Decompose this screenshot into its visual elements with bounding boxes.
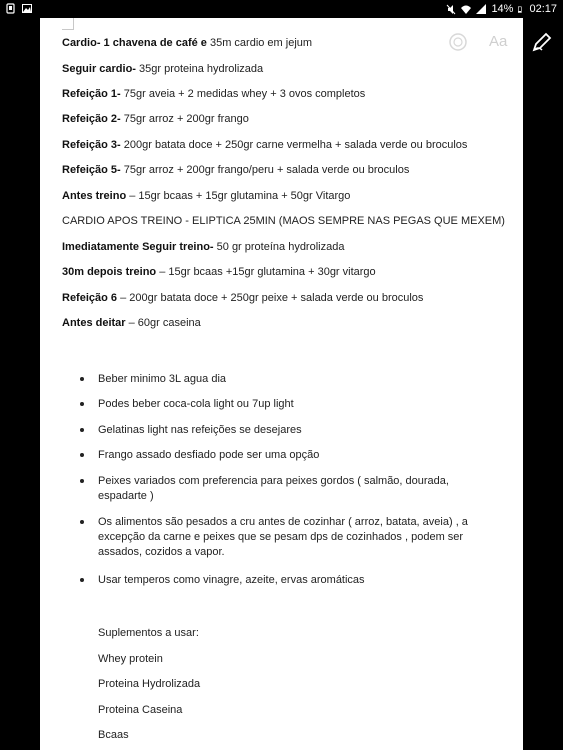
wifi-icon — [461, 4, 471, 15]
plan-line: Refeição 2- 75gr arroz + 200gr frango — [62, 113, 249, 125]
bullet-dot — [80, 453, 84, 457]
bullet-dot — [80, 402, 84, 406]
plan-line: Antes treino – 15gr bcaas + 15gr glutamina + 50gr Vitargo — [62, 190, 351, 202]
plan-line: 30m depois treino – 15gr bcaas +15gr glutamina + 30gr vitargo — [62, 266, 376, 278]
supplement-item: Proteina Hydrolizada — [98, 678, 201, 690]
plan-line: CARDIO APOS TREINO - ELIPTICA 25MIN (MAOS SEMPRE NAS PEGAS QUE MEXEM) — [62, 215, 505, 227]
bullet-dot — [80, 520, 84, 524]
plan-line: Refeição 6 – 200gr batata doce + 250gr peixe + salada verde ou broculos — [62, 292, 424, 304]
document-page: Aa Cardio- 1 chavena de café e 35m cardio em jejum Seguir cardio- 35gr proteina hydrolizada Refeição 1- 75gr aveia + 2 medidas whey + 3 ovos completos Refeição 2- 75gr arroz + 200gr frango Refeição 3- 200gr batata doce + 250gr carne vermelha + salada verde ou broculos Refeição 5- 75gr arroz + 200gr frango/peru + salada verde ou broculos Antes treino – 15gr bcaas + 15gr glutamina + 50gr Vitargo CARDIO APOS TREINO - ELIPTICA 25MIN (MAOS SEMPRE NAS PEGAS QUE MEXEM) Imediatamente Seguir treino- 50 gr proteína hydrolizada 30m depois treino – 15gr bcaas +15gr glutamina + 30gr vitargo Refeição 6 – 200gr batata doce + 250gr peixe + salada verde ou broculos Antes deitar – 60gr caseina Beber minimo 3L agua dia Podes beber coca-cola light ou 7up light Gelatinas light nas refeições se desejares Frango assado desfiado pode ser uma opção Peixes variados com preferencia para peixes gordos ( salmão, dourada, espadarte ) Os alimentos são pesados a cru antes de cozinhar ( arroz, batata, aveia) , a excepção da carne e peixes que se pesam dps de cozinhados , podem ser assados, cozidos a vapor. Usar temperos como vinagre, azeite, ervas aromáticas Suplementos a usar: Whey protein Proteina Hydrolizada Proteina Caseina Bcaas — [40, 18, 523, 750]
image-notification-icon — [22, 3, 32, 14]
supplement-item: Proteina Caseina — [98, 704, 183, 716]
font-size-button[interactable]: Aa — [489, 33, 508, 50]
supplement-item: Bcaas — [98, 729, 129, 741]
pen-edit-icon[interactable] — [530, 30, 554, 54]
clock: 02:17 — [529, 3, 557, 15]
bullet-dot — [80, 479, 84, 483]
plan-line: Cardio- 1 chavena de café e 35m cardio em jejum — [62, 37, 313, 49]
status-bar — [0, 0, 563, 18]
signal-icon — [476, 4, 486, 15]
plan-line: Antes deitar – 60gr caseina — [62, 317, 201, 329]
supplement-item: Whey protein — [98, 653, 163, 665]
plan-line: Imediatamente Seguir treino- 50 gr proteína hydrolizada — [62, 241, 345, 253]
plan-line: Refeição 1- 75gr aveia + 2 medidas whey + 3 ovos completos — [62, 88, 366, 100]
plan-line: Refeição 5- 75gr arroz + 200gr frango/peru + salada verde ou broculos — [62, 164, 410, 176]
mute-icon — [446, 4, 456, 15]
bullet-dot — [80, 428, 84, 432]
battery-icon — [518, 4, 524, 15]
plan-line: Seguir cardio- 35gr proteina hydrolizada — [62, 63, 264, 75]
supplements-title: Suplementos a usar: — [98, 627, 199, 639]
notification-icon — [6, 3, 16, 14]
read-aloud-icon[interactable] — [448, 32, 468, 52]
page-corner-mark — [62, 18, 74, 30]
plan-line: Refeição 3- 200gr batata doce + 250gr carne vermelha + salada verde ou broculos — [62, 139, 468, 151]
bullet-dot — [80, 578, 84, 582]
battery-percentage: 14% — [491, 3, 514, 15]
bullet-dot — [80, 377, 84, 381]
